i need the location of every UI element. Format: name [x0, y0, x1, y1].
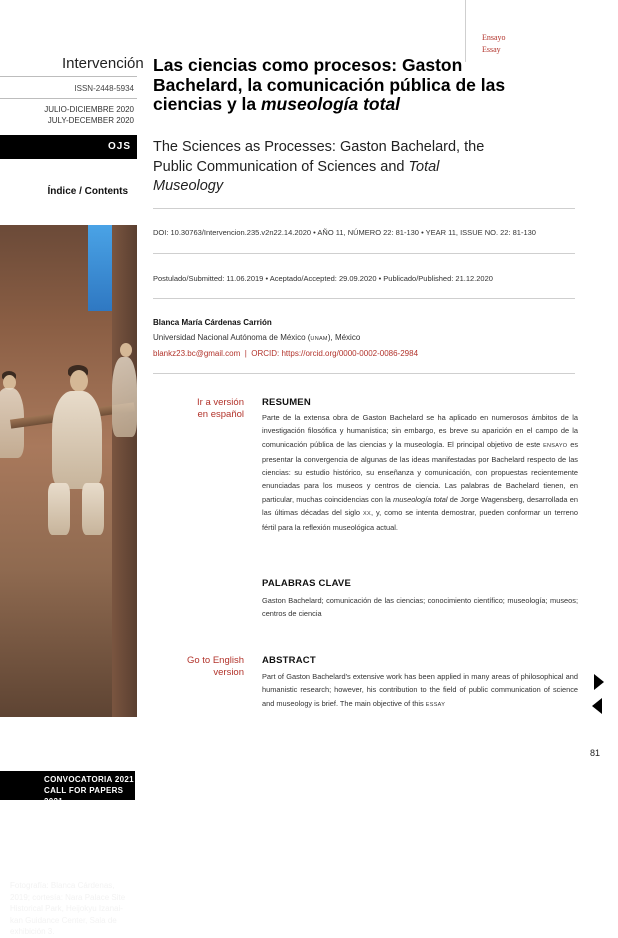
period-en: JULY-DECEMBER 2020: [47, 116, 134, 125]
keywords-text: Gaston Bachelard; comunicación de las ciencias; conocimiento científico; museología; museos; centros de ciencia: [262, 596, 578, 619]
doi-line: DOI: 10.30763/Intervencion.235.v2n22.14.2020 • AÑO 11, NÚMERO 22: 81-130 • YEAR 11, ISSUE NO. 22: 81-130: [153, 228, 536, 237]
ojs-label: OJS: [107, 141, 131, 152]
divider: [153, 298, 575, 299]
publication-period: [44, 104, 134, 126]
resumen-text: Parte de la extensa obra de Gaston Bachelard se ha aplicado en numerosos ámbitos de la investigación filosófica y humanística; sin embargo, es breve su aparición en el campo de la comunicación pública de las ciencias y la museología. El principal objetivo de este ENSAYO es presentar la convergencia de algunas de las ideas manifestadas por Bachelard respecto de las ciencias: su estudio histórico, su enseñanza y comunicación, con propuestas recientemente enunciadas para los museos y centros de ciencia. Las palabras de Bachelard tienen, en particular, muchas coincidencias con la museología total de Jorge Wagensberg, desarrollada en las últimas décadas del siglo XX, y, como se intenta demostrar, pueden conformar un terreno fértil para la reflexión museológica actual.: [262, 413, 579, 533]
ojs-link[interactable]: [0, 135, 137, 159]
journal-name: Intervención: [62, 55, 144, 72]
orcid-link[interactable]: ORCID: https://orcid.org/0000-0002-0086-2984: [251, 349, 419, 358]
english-version-link[interactable]: Go to English version: [186, 655, 244, 678]
abstract-heading: ABSTRACT: [262, 655, 316, 666]
cfp-en: CALL FOR PAPERS 2021: [44, 786, 124, 806]
divider: [0, 98, 137, 99]
author-name: Blanca María Cárdenas Carrión: [153, 318, 272, 327]
previous-page-arrow-icon[interactable]: [592, 698, 602, 714]
divider: [153, 253, 575, 254]
period-es: JULIO-DICIEMBRE 2020: [44, 105, 134, 114]
issn: ISSN-2448-5934: [74, 84, 134, 93]
cfp-es: CONVOCATORIA 2021: [44, 775, 134, 784]
section-label-en: Essay: [482, 45, 501, 54]
divider: [153, 373, 575, 374]
section-label-es: Ensayo: [482, 33, 506, 42]
index-contents-link[interactable]: Índice / Contents: [47, 186, 128, 197]
page-number: 81: [590, 748, 601, 758]
author-affiliation: Universidad Nacional Autónoma de México (UNAM), México: [153, 333, 361, 342]
photo-caption: Fotografía: Blanca Cárdenas, 2019; cortesía: Nara Palace Site Historical Park, Heijokyu Izanai-kan Guidance Center, Sala de exhibición 3.: [10, 881, 126, 936]
keywords-heading: PALABRAS CLAVE: [262, 578, 352, 589]
author-contact: blankz23.bc@gmail.com | ORCID: https://orcid.org/0000-0002-0086-2984: [153, 349, 419, 358]
divider: [0, 76, 137, 77]
call-for-papers-link[interactable]: [0, 771, 135, 806]
dates-line: Postulado/Submitted: 11.06.2019 • Aceptado/Accepted: 29.09.2020 • Publicado/Published: 21.12.2020: [153, 274, 493, 283]
abstract-text: Part of Gaston Bachelard's extensive work has been applied in many areas of philosophical and humanistic research; however, his contribution to the field of public communication of science and museology is brief. The main objective of this ESSAY: [262, 672, 578, 708]
resumen-heading: RESUMEN: [262, 397, 311, 408]
author-email-link[interactable]: blankz23.bc@gmail.com: [153, 349, 241, 358]
spanish-version-link[interactable]: Ir a versión en español: [197, 397, 244, 420]
article-title-en: The Sciences as Processes: Gaston Bachelard, the Public Communication of Sciences and Total Museology: [153, 139, 485, 194]
next-page-arrow-icon[interactable]: [594, 674, 604, 690]
section-divider: [465, 0, 466, 62]
divider: [153, 208, 575, 209]
article-title-es: Las ciencias como procesos: Gaston Bachelard, la comunicación pública de las ciencias y la museología total: [153, 55, 506, 114]
